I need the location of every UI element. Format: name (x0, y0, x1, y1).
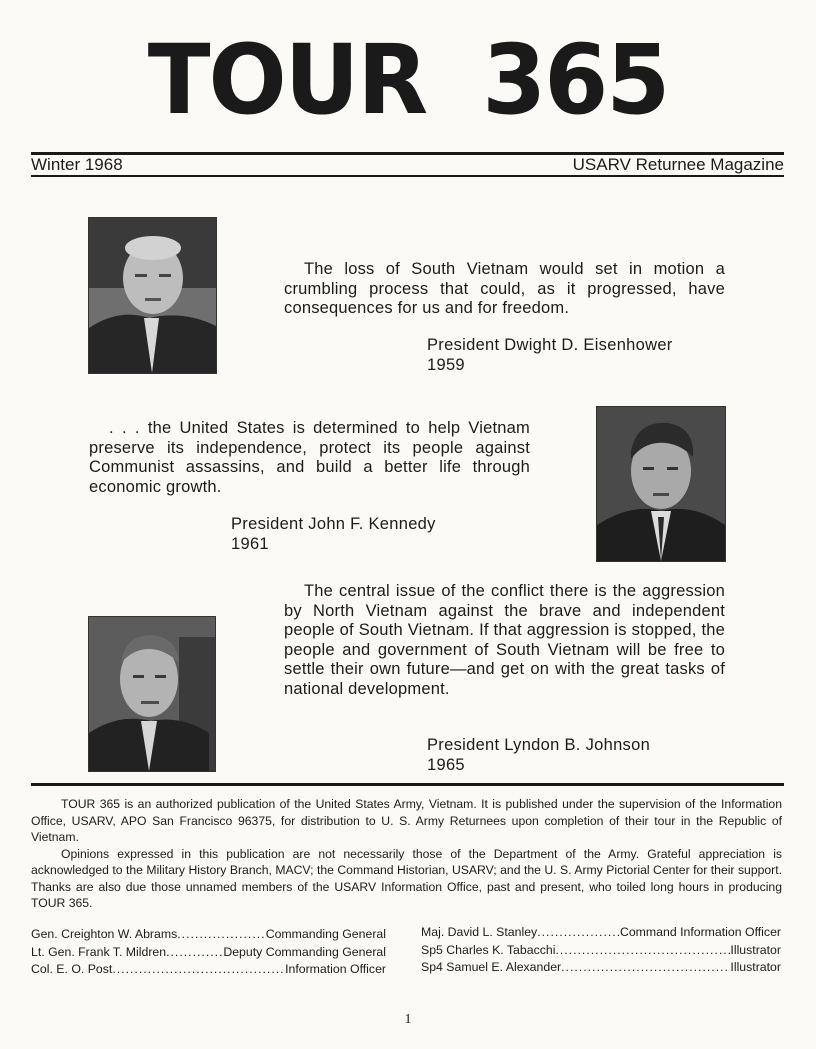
staff-name: Maj. David L. Stanley (421, 925, 538, 939)
staff-name: Lt. Gen. Frank T. Mildren (31, 944, 167, 959)
johnson-speaker: President Lyndon B. Johnson (427, 736, 651, 754)
staff-list-left (31, 926, 386, 979)
johnson-attribution (427, 735, 650, 775)
publication-notice (31, 796, 782, 912)
staff-name: Sp5 Charles K. Tabacchi (421, 942, 556, 957)
staff-name: Col. E. O. Post (31, 962, 113, 976)
staff-row (31, 961, 386, 979)
staff-name: Sp4 Samuel E. Alexander (421, 960, 562, 974)
notice-paragraph-1: TOUR 365 is an authorized publication of the United States Army, Vietnam. It is published under the supervision of the Information Office, USARV, APO San Francisco 96375, for distribution to U. S. Army Returnees upon completion of their tour in the Republic of Vietnam. (31, 797, 782, 844)
page-number: 1 (404, 1012, 412, 1027)
kennedy-attribution (231, 514, 436, 554)
masthead-word: TOUR (147, 24, 427, 137)
staff-role: Illustrator (730, 942, 781, 957)
eisenhower-speaker: President Dwight D. Eisenhower (427, 336, 673, 354)
eisenhower-quote-text: The loss of South Vietnam would set in motion a crumbling process that could, as it progressed, have consequences for us and for freedom. (284, 260, 725, 317)
staff-row (31, 944, 386, 962)
footer-rule (31, 783, 784, 786)
eisenhower-portrait (88, 217, 217, 374)
staff-row (421, 924, 781, 942)
staff-role: Commanding General (265, 927, 386, 941)
kennedy-quote-text: . . . the United States is determined to help Vietnam preserve its independence, protect its people against Communist assassins, and build a better life through economic growth. (89, 419, 530, 496)
header-bottom-rule (31, 175, 784, 177)
issue-season: Winter 1968 (31, 155, 123, 174)
staff-role: Information Officer (285, 962, 386, 976)
staff-row (421, 959, 781, 977)
notice-paragraph-2: Opinions expressed in this publication are not necessarily those of the Department of the Army. Grateful appreciation is acknowledged to the Military History Branch, MACV; the Command Historian, USARV; and the U. S. Army Pictorial Center for their support. Thanks are also due those unnamed members of the USARV Information Office, past and present, who toiled long hours in producing TOUR 365. (31, 846, 782, 910)
johnson-year: 1965 (427, 756, 465, 774)
kennedy-year: 1961 (231, 535, 269, 553)
staff-role: Command Information Officer (619, 925, 781, 939)
staff-row (31, 926, 386, 944)
staff-row (421, 942, 781, 960)
staff-name: Gen. Creighton W. Abrams (31, 927, 178, 941)
masthead-number: 365 (482, 24, 669, 137)
eisenhower-quote (284, 260, 725, 319)
issue-line (31, 155, 784, 175)
johnson-portrait (88, 616, 216, 772)
staff-role: Illustrator (730, 960, 781, 974)
eisenhower-attribution (427, 335, 673, 375)
kennedy-portrait (596, 406, 726, 562)
johnson-quote-text: The central issue of the conflict there is the aggression by North Vietnam against the brave and independent people of South Vietnam. If that aggression is stopped, the people and government of South Vietnam will be free to settle their own future—and get on with the great tasks of national development. (284, 582, 725, 698)
eisenhower-year: 1959 (427, 356, 465, 374)
johnson-quote (284, 582, 725, 699)
publication-name: USARV Returnee Magazine (572, 155, 784, 174)
staff-role: Deputy Commanding General (223, 944, 386, 959)
staff-list-right (421, 924, 781, 977)
kennedy-quote (89, 419, 530, 497)
kennedy-speaker: President John F. Kennedy (231, 515, 436, 533)
masthead-title (0, 24, 816, 136)
